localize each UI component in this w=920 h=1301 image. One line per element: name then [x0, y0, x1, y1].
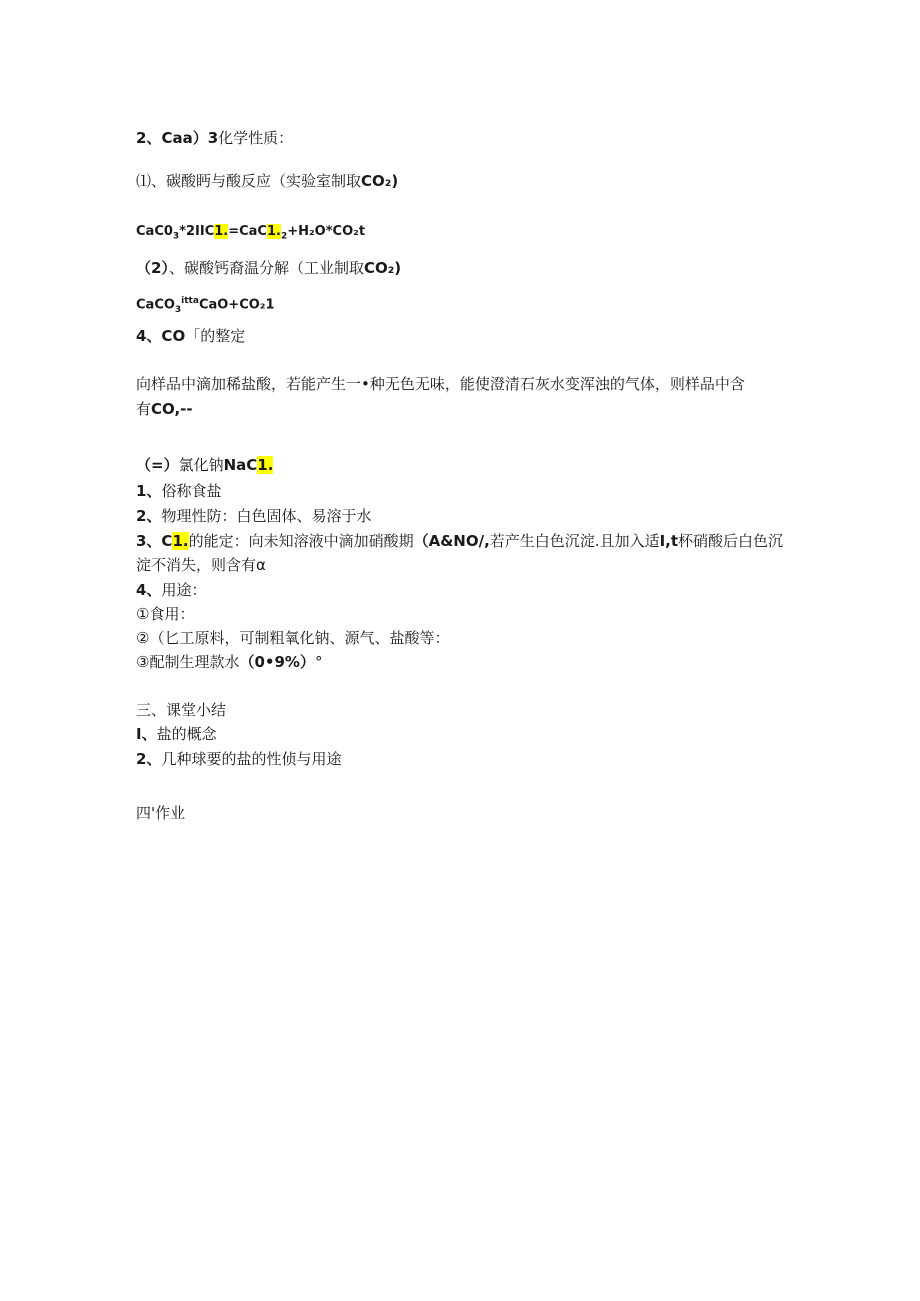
nacl-item-common-name — [136, 481, 221, 501]
eq-highlight: 1. — [266, 224, 281, 239]
paragraph-formula: CO,-- — [151, 400, 193, 418]
homework-title: 四'作业 — [136, 804, 186, 822]
item-number: 3、C — [136, 532, 173, 550]
eq-part: CaC0 — [136, 224, 173, 239]
summary-title: 三、课堂小结 — [136, 701, 227, 719]
nacl-item-uses — [136, 580, 206, 600]
item-text: 盐的概念 — [156, 725, 217, 743]
item-number: 2、 — [136, 750, 162, 768]
reaction-with-acid-heading — [136, 171, 398, 191]
item-formula: （0•9%） — [239, 653, 315, 671]
item-text: 若产生白色沉淀.且加入适 — [489, 532, 660, 550]
reaction-label: ⑴、碳酸眄与酸反应（实验室制取 — [136, 172, 362, 190]
eq-sub: 3 — [174, 304, 182, 315]
eq-highlight: 1. — [214, 224, 229, 239]
eq-sup: itta — [181, 296, 199, 306]
equation-decomposition — [136, 291, 275, 320]
nacl-item-cl-test — [136, 531, 783, 551]
item-highlight: 1. — [172, 532, 189, 550]
item-text: 杯硝酸后白色沉 — [678, 532, 784, 550]
nacl-use-food: ①食用： — [136, 605, 195, 623]
item-formula: I,t — [659, 532, 679, 550]
section-co3-test-heading — [136, 326, 245, 346]
heading-formula: Caa）3 — [161, 129, 219, 147]
item-text: ③配制生理款水 — [136, 653, 240, 671]
eq-part: =CaC — [228, 224, 267, 239]
reaction-formula: CO₂) — [361, 172, 399, 190]
heading-number: 4、CO — [136, 327, 186, 345]
item-text: 用途： — [161, 581, 207, 599]
reaction-label: 、碳酸钙裔温分解（工业制取 — [168, 259, 364, 277]
co3-test-paragraph-line2 — [136, 399, 193, 419]
heading-text: 「的整定 — [185, 327, 246, 345]
heading-text: 化学性质： — [218, 129, 294, 147]
heading-highlight: 1. — [257, 456, 274, 474]
paragraph-text: 有 — [136, 400, 152, 418]
decomposition-heading — [136, 258, 401, 278]
eq-part: CaCO — [136, 297, 175, 313]
item-text: 物理性防：白色固体、易溶于水 — [161, 507, 372, 525]
item-text: 俗称食盐 — [161, 482, 222, 500]
item-number: 2、 — [136, 507, 162, 525]
heading-text: 氯化钠 — [178, 456, 224, 474]
summary-item-concept — [136, 724, 217, 744]
item-number: 4、 — [136, 581, 162, 599]
item-text: ° — [314, 653, 323, 671]
eq-sub: 2 — [280, 231, 288, 242]
reaction-number: （2） — [136, 259, 169, 277]
section-heading-chemical-properties — [136, 128, 293, 148]
eq-part: CaO+CO₂1 — [198, 297, 275, 313]
nacl-item-physical — [136, 506, 371, 526]
nacl-use-chemical: ②（匕工原料，可制粗氧化钠、源气、盐酸等： — [136, 629, 450, 647]
item-number: I、 — [136, 725, 157, 743]
reaction-formula: CO₂) — [363, 259, 402, 277]
nacl-item-cl-test-line2: 淀不消失，则含有α — [136, 556, 266, 574]
item-number: 1、 — [136, 482, 162, 500]
heading-number: （=） — [136, 456, 179, 474]
heading-number: 2、 — [136, 129, 162, 147]
equation-acid-reaction — [136, 222, 365, 247]
item-formula: （A&NO/, — [413, 532, 490, 550]
summary-item-salts — [136, 749, 341, 769]
co3-test-paragraph-line1: 向样品中滴加稀盐酸，若能产生一•种无色无味，能使澄清石灰水变浑浊的气体，则样品中含 — [136, 375, 745, 393]
nacl-use-saline — [136, 652, 322, 672]
item-text: 的能定：向未知溶液中滴加硝酸期 — [188, 532, 414, 550]
eq-sub: 3 — [172, 231, 180, 242]
eq-part: +H₂O*CO₂t — [287, 224, 366, 239]
heading-formula: NaC — [223, 456, 258, 474]
item-text: 几种球要的盐的性侦与用途 — [161, 750, 342, 768]
nacl-heading — [136, 455, 273, 475]
eq-part: *2IIC — [179, 224, 215, 239]
